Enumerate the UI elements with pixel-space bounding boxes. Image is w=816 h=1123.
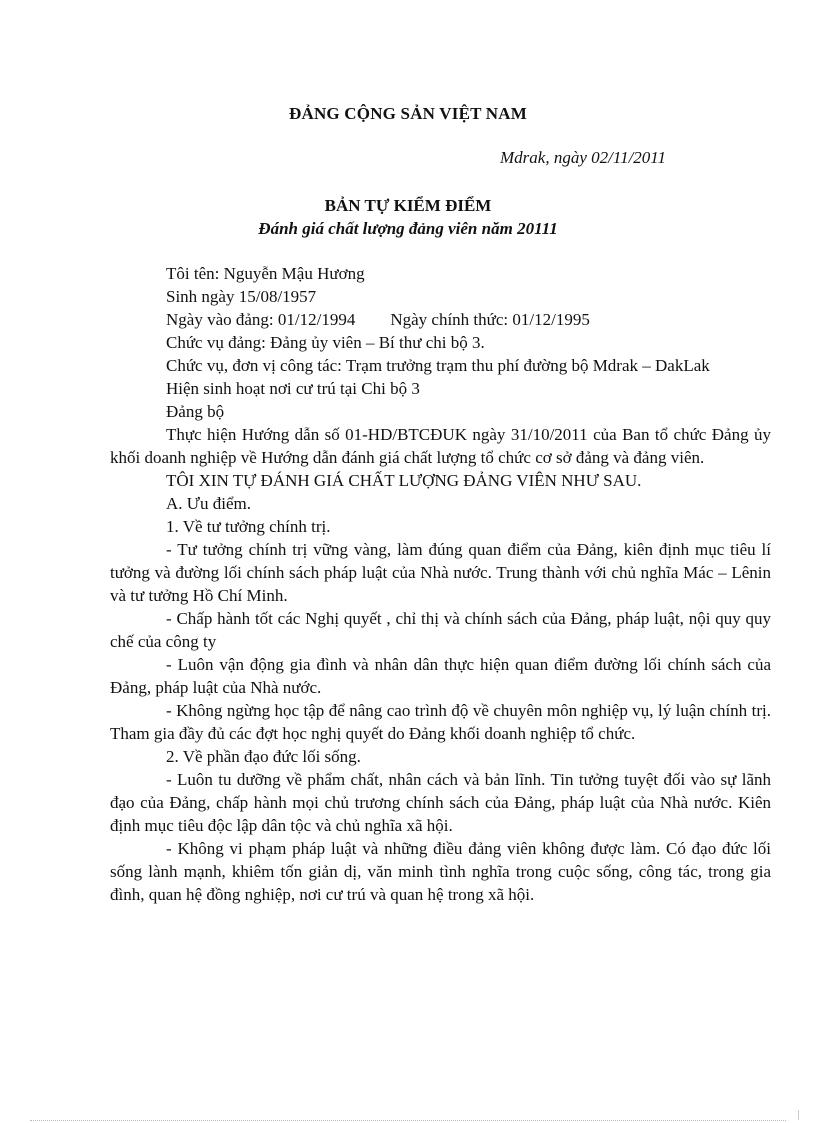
info-work-position: Chức vụ, đơn vị công tác: Trạm trưởng trạm thu phí đường bộ Mdrak – DakLak xyxy=(166,356,710,375)
document-body xyxy=(110,262,771,906)
info-official: Ngày chính thức: 01/12/1995 xyxy=(390,310,590,329)
info-birth: Sinh ngày 15/08/1957 xyxy=(166,287,317,306)
page-corner-mark xyxy=(798,1110,799,1120)
paragraph-3: - Luôn vận động gia đình và nhân dân thực hiện quan điểm đường lối chính sách của Đảng, pháp luật của Nhà nước. xyxy=(110,655,771,697)
info-party-committee: Đảng bộ xyxy=(166,402,225,421)
section-a-heading: A. Ưu điểm. xyxy=(166,494,251,513)
info-residence: Hiện sinh hoạt nơi cư trú tại Chi bộ 3 xyxy=(166,379,420,398)
info-party-position: Chức vụ đảng: Đảng ủy viên – Bí thư chi bộ 3. xyxy=(166,333,485,352)
info-name: Tôi tên: Nguyễn Mậu Hương xyxy=(166,264,365,283)
info-joined: Ngày vào đảng: 01/12/1994 xyxy=(166,310,356,329)
paragraph-2: - Chấp hành tốt các Nghị quyết , chỉ thị và chính sách của Đảng, pháp luật, nội quy quy chế của công ty xyxy=(110,609,771,651)
paragraph-5: - Luôn tu dưỡng về phẩm chất, nhân cách và bản lĩnh. Tin tưởng tuyệt đối vào sự lãnh đạo của Đảng, chấp hành mọi chủ trương chính sách của Đảng, pháp luật của Nhà nước. Kiên định mục tiêu độc lập dân tộc và chủ nghĩa xã hội. xyxy=(110,770,771,835)
subsection-2-heading: 2. Về phần đạo đức lối sống. xyxy=(166,747,361,766)
page-bottom-border xyxy=(30,1120,786,1121)
document-title: BẢN TỰ KIỂM ĐIỂM xyxy=(324,196,492,215)
declaration-heading: TÔI XIN TỰ ĐÁNH GIÁ CHẤT LƯỢNG ĐẢNG VIÊN NHƯ SAU. xyxy=(166,471,642,490)
intro-paragraph: Thực hiện Hướng dẫn số 01-HD/BTCĐUK ngày 31/10/2011 của Ban tổ chức Đảng ủy khối doanh nghiệp về Hướng dẫn đánh giá chất lượng tổ chức cơ sở đảng và đảng viên. xyxy=(110,425,771,467)
date-line: Mdrak, ngày 02/11/2011 xyxy=(500,148,667,167)
paragraph-6: - Không vi phạm pháp luật và những điều đảng viên không được làm. Có đạo đức lối sống lành mạnh, khiêm tốn giản dị, văn minh tình nghĩa trong cuộc sống, công tác, trong gia đình, quan hệ đồng nghiệp, nơi cư trú và quan hệ trong xã hội. xyxy=(110,839,771,904)
subsection-1-heading: 1. Về tư tưởng chính trị. xyxy=(166,517,331,536)
paragraph-1: - Tư tưởng chính trị vững vàng, làm đúng quan điểm của Đảng, kiên định mục tiêu lí tưởng và đường lối chính sách pháp luật của Nhà nước. Trung thành với chủ nghĩa Mác – Lênin và tư tưởng Hồ Chí Minh. xyxy=(110,540,771,605)
document-subtitle: Đánh giá chất lượng đảng viên năm 20111 xyxy=(258,219,558,238)
info-dates xyxy=(110,308,771,331)
paragraph-4: - Không ngừng học tập để nâng cao trình độ về chuyên môn nghiệp vụ, lý luận chính trị. Tham gia đầy đủ các đợt học nghị quyết do Đảng khối doanh nghiệp tổ chức. xyxy=(110,701,771,743)
party-name: ĐẢNG CỘNG SẢN VIỆT NAM xyxy=(288,104,528,123)
